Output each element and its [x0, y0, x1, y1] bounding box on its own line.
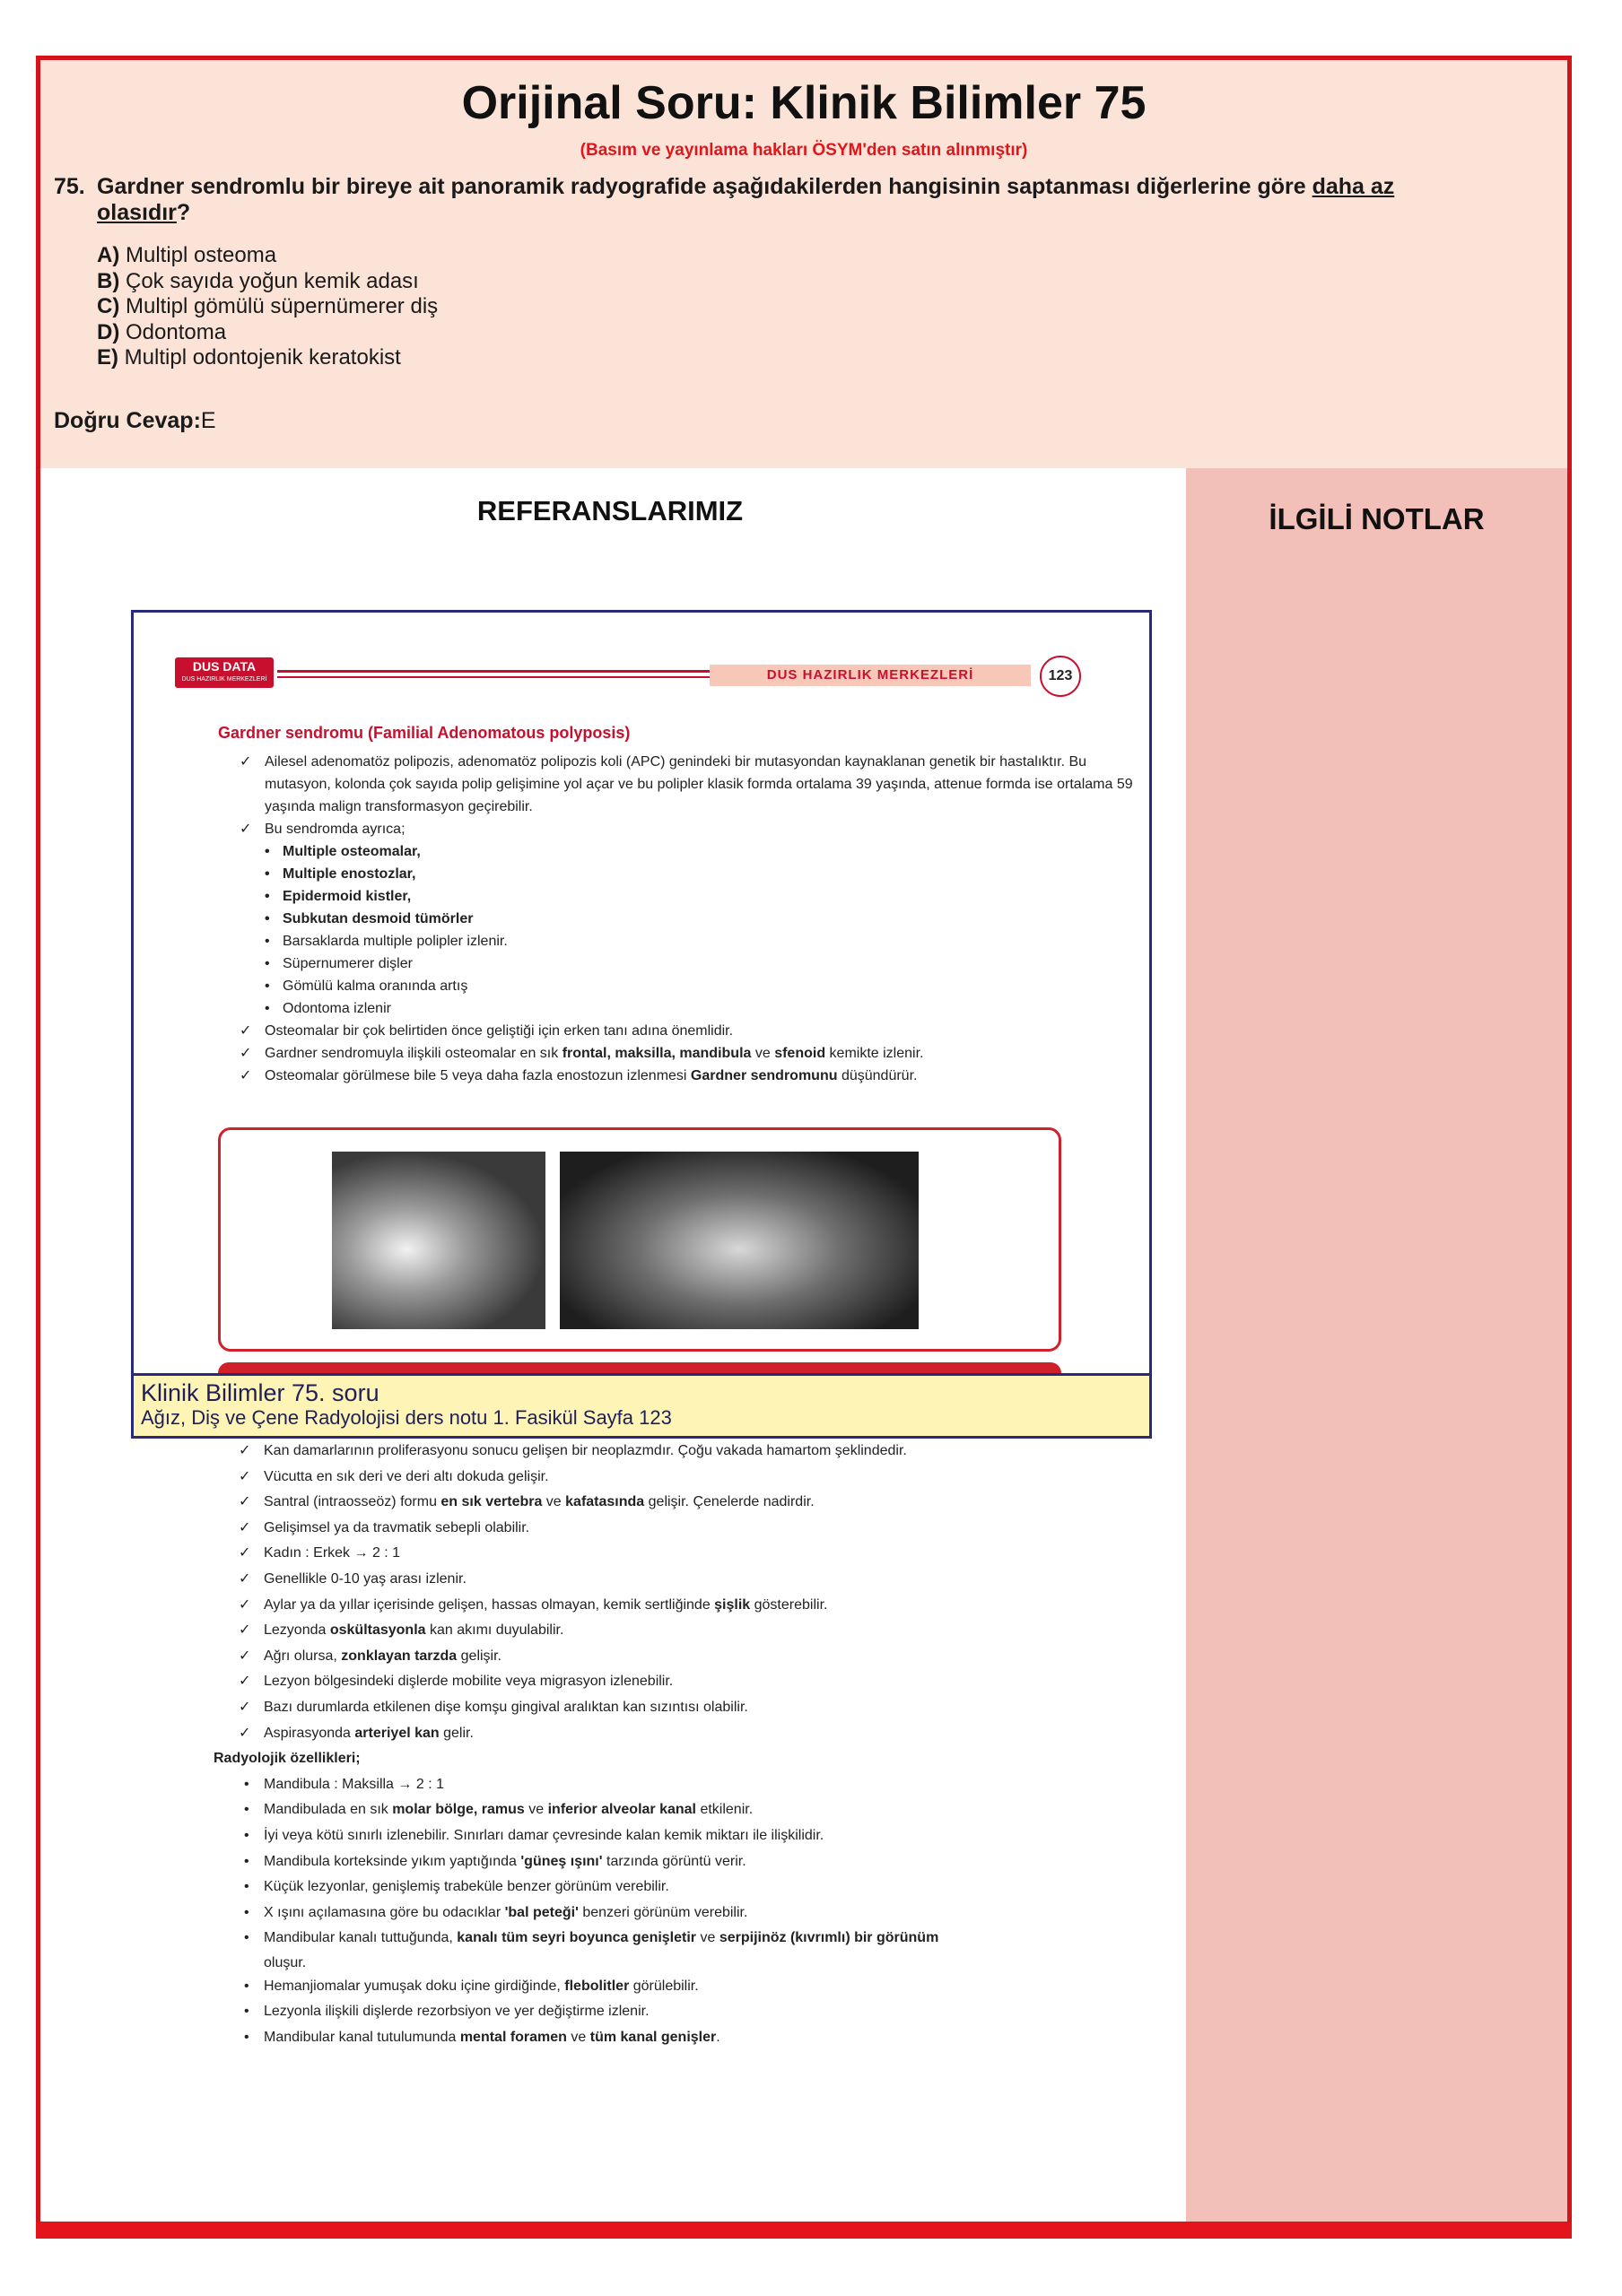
option-b: B) Çok sayıda yoğun kemik adası	[97, 268, 419, 293]
book-heading: Gardner sendromu (Familial Adenomatous polyposis)	[218, 724, 631, 742]
option-a: A) Multipl osteoma	[97, 243, 277, 267]
list-item: • Gömülü kalma oranında artış	[240, 975, 1137, 997]
bullet-item: • Mandibulada en sık molar bölge, ramus ve inferior alveolar kanal etkilenir.	[239, 1797, 1136, 1823]
question-emphasis: daha az olasıdır	[97, 174, 1395, 225]
check-item: ✓ Aspirasyonda arteriyel kan gelir.	[239, 1721, 1136, 1747]
list-item: • Barsaklarda multiple polipler izlenir.	[240, 930, 1137, 952]
list-item: • Multiple enostozlar,	[240, 863, 1137, 885]
check-item: ✓ Santral (intraosseöz) formu en sık vertebra ve kafatasında gelişir. Çenelerde nadirdir.	[239, 1490, 1136, 1516]
bullet-item: • Lezyonla ilişkili dişlerde rezorbsiyon ve yer değiştirme izlenir.	[239, 1999, 1136, 2025]
source-title: Klinik Bilimler 75. soru	[141, 1379, 379, 1406]
notes-title: İLGİLİ NOTLAR	[1269, 502, 1485, 535]
bottom-bar	[36, 2222, 1572, 2239]
bullet-item: • Mandibula korteksinde yıkım yaptığında 'güneş ışını' tarzında görüntü verir.	[239, 1849, 1136, 1875]
check-item: ✓ Lezyon bölgesindeki dişlerde mobilite veya migrasyon izlenebilir.	[239, 1669, 1136, 1695]
question-mark: ?	[176, 200, 191, 225]
check-item: ✓ Lezyonda oskültasyonla kan akımı duyulabilir.	[239, 1618, 1136, 1644]
list-item: • Süpernumerer dişler	[240, 952, 1137, 975]
page-title: Orijinal Soru: Klinik Bilimler 75	[461, 77, 1147, 129]
option-d: D) Odontoma	[97, 319, 227, 344]
bullet-item: • X ışını açılamasına göre bu odacıklar 'bal peteği' benzeri görünüm verebilir.	[239, 1900, 1136, 1926]
check-item: ✓ Bazı durumlarda etkilenen dişe komşu gingival aralıktan kan sızıntısı olabilir.	[239, 1695, 1136, 1721]
check-item: ✓ Osteomalar bir çok belirtiden önce geliştiği için erken tanı adına önemlidir.	[240, 1020, 1137, 1042]
dus-data-logo: DUS DATA DUS HAZIRLIK MERKEZLERİ	[175, 657, 274, 688]
check-item: ✓ Ailesel adenomatöz polipozis, adenomatöz polipozis koli (APC) genindeki bir mutasyondan kaynaklanan genetik bir hastalıktır. Bu mutasyon, kolonda çok sayıda polip gelişimine yol açar ve bu polipler klasik formda ortalama 39 yaşında, attenue formda ise ortalama 59 yaşında malign transformasyon geçirebilir.	[240, 751, 1137, 818]
check-item: ✓ Genellikle 0-10 yaş arası izlenir.	[239, 1567, 1136, 1593]
book-page-number: 123	[1040, 656, 1081, 697]
bullet-item: • Mandibula : Maksilla → 2 : 1	[239, 1772, 1136, 1798]
list-item: • Epidermoid kistler,	[240, 885, 1137, 908]
bullet-item: • Küçük lezyonlar, genişlemiş trabeküle benzer görünüm verebilir.	[239, 1874, 1136, 1900]
option-e: E) Multipl odontojenik keratokist	[97, 345, 401, 370]
book-banner: DUS HAZIRLIK MERKEZLERİ	[710, 665, 1031, 686]
check-item: ✓ Bu sendromda ayrıca;	[240, 818, 1137, 840]
check-item: ✓ Osteomalar görülmese bile 5 veya daha fazla enostozun izlenmesi Gardner sendromunu düşündürür.	[240, 1065, 1137, 1087]
references-title: REFERANSLARIMIZ	[476, 495, 744, 526]
answer-value: E	[200, 408, 216, 433]
bullet-item: • Mandibular kanalı tuttuğunda, kanalı tüm seyri boyunca genişletir ve serpijinöz (kıvrımlı) bir görünüm	[239, 1926, 1136, 1952]
radiologic-heading: Radyolojik özellikleri;	[214, 1751, 361, 1767]
list-item: • Multiple osteomalar,	[240, 840, 1137, 863]
list-item: • Odontoma izlenir	[240, 997, 1137, 1020]
question-stem: Gardner sendromlu bir bireye ait panoramik radyografide aşağıdakilerden hangisinin saptanması diğerlerine göre	[97, 174, 1312, 199]
bullet-item: • İyi veya kötü sınırlı izlenebilir. Sınırları damar çevresinde kalan kemik miktarı ile ilişkilidir.	[239, 1823, 1136, 1849]
check-item: ✓ Ağrı olursa, zonklayan tarzda gelişir.	[239, 1644, 1136, 1670]
check-item: ✓ Kadın : Erkek → 2 : 1	[239, 1541, 1136, 1567]
check-item: ✓ Aylar ya da yıllar içerisinde gelişen, hassas olmayan, kemik sertliğinde şişlik gösterebilir.	[239, 1593, 1136, 1619]
bullet-item: • Mandibular kanal tutulumunda mental foramen ve tüm kanal genişler.	[239, 2025, 1136, 2051]
question-number: 75.	[54, 174, 85, 199]
bullet-item: • Hemanjiomalar yumuşak doku içine girdiğinde, flebolitler görülebilir.	[239, 1974, 1136, 2000]
list-item: • Subkutan desmoid tümörler	[240, 908, 1137, 930]
source-subtitle: Ağız, Diş ve Çene Radyolojisi ders notu 1. Fasikül Sayfa 123	[141, 1406, 672, 1429]
answer-label: Doğru Cevap:	[54, 408, 201, 433]
check-item: ✓ Kan damarlarının proliferasyonu sonucu gelişen bir neoplazmdır. Çoğu vakada hamartom şeklindedir.	[239, 1439, 1136, 1465]
page-frame	[36, 56, 1572, 2226]
bullet-item: oluşur.	[264, 1954, 307, 1970]
check-item: ✓ Gelişimsel ya da travmatik sebepli olabilir.	[239, 1516, 1136, 1542]
option-c: C) Multipl gömülü süpernümerer diş	[97, 294, 439, 318]
copyright-note: (Basım ve yayınlama hakları ÖSYM'den satın alınmıştır)	[580, 141, 1028, 160]
check-item: ✓ Gardner sendromuyla ilişkili osteomalar en sık frontal, maksilla, mandibula ve sfenoid kemikte izlenir.	[240, 1042, 1137, 1065]
check-item: ✓ Vücutta en sık deri ve deri altı dokuda gelişir.	[239, 1465, 1136, 1491]
